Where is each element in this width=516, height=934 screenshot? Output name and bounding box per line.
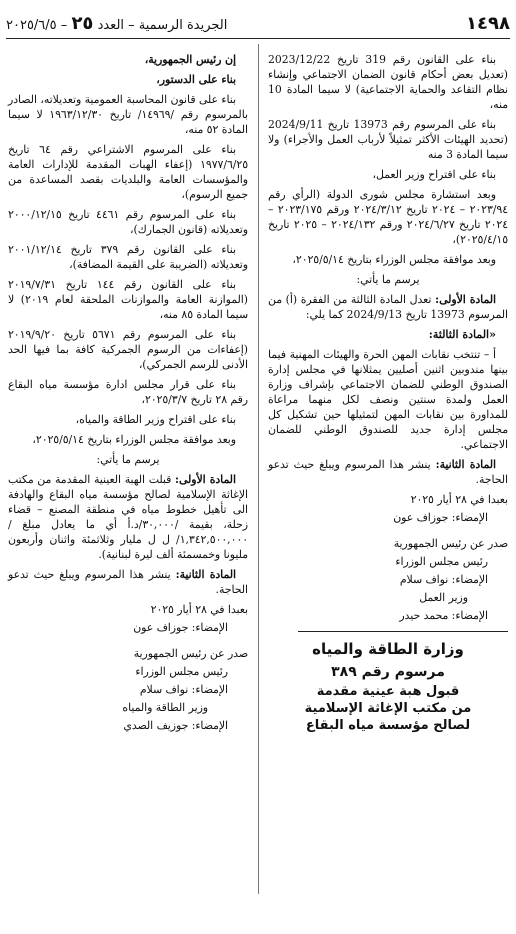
gazette-title [6, 13, 227, 34]
preamble-paragraph: بناء على قانون المحاسبة العمومية وتعديلاته، الصادر بالمرسوم رقم /١٤٩٦٩/ تاريخ ١٩٦٣/١٢/٣٠ لا سيما المادة ٥٢ منه، [7, 93, 248, 136]
ministry-heading: وزارة الطاقة والمياه [312, 640, 464, 658]
article-1-text: قبلت الهبة العينية المقدمة من مكتب الإغاثة الإسلامية لصالح مؤسسة مياه البقاع والهادفة الى تأهيل خطوط مياه في منطقة المصنع – قضاء زحلة، بقيمة /٣٠,٠٠٠/د.أ أي ما يعادل مبلغ /١,٣٤٢,٥٠٠,٠٠٠/ ل ل مليار وثلاثمئة واثنان وأربعون مليونا وخمسمئة ألف ليرة لبنانية). [8, 473, 248, 561]
article-2-text: ينشر هذا المرسوم ويبلغ حيث تدعو الحاجة. [8, 568, 248, 596]
signature-place-date: بعبدا في ٢٨ أيار ٢٠٢٥ [410, 493, 508, 506]
decrees-heading: يرسم ما يأتي: [356, 273, 420, 286]
article-1-text: تعدل المادة الثالثة من الفقرة (أ) من المرسوم 13973 تاريخ 2024/9/13 كما يلي: [268, 293, 508, 321]
signature-line: الإمضاء: محمد حيدر [399, 609, 488, 622]
preamble-paragraph: وبعد استشارة مجلس شورى الدولة (الرأي رقم ٢٠٢٣/٩٤ – ٢٠٢٤ تاريخ ٢٠٢٤/٣/١٢ ورقم ٢٠٢٣/١٧٥ – ٢٠٢٤ تاريخ ٢٠٢٤/٦/٢٧ ورقم ٢٠٢٤/١٣٢ – ٢٠٢٥ تاريخ ٢٠٢٥/٤/١٥)، [268, 188, 509, 246]
preamble-paragraph: وبعد موافقة مجلس الوزراء بتاريخ ٢٠٢٥/٥/١٤، [292, 253, 496, 266]
constitution-line: بناء على الدستور، [156, 73, 236, 86]
article-1-label: المادة الأولى: [435, 293, 496, 306]
preamble-paragraph: بناء على القانون رقم ٣٧٩ تاريخ ٢٠٠١/١٢/١٤ وتعديلاته (الضريبة على القيمة المضافة)، [8, 243, 248, 271]
signature-issued-by: صدر عن رئيس الجمهورية [133, 647, 248, 660]
preamble-paragraph: بناء على المرسوم رقم 13973 تاريخ 2024/9/11 (تحديد الهيئات الأكثر تمثيلاً لأرباب العمل والأجراء) ولا سيما المادة 3 منه [268, 118, 508, 161]
right-column [268, 52, 508, 735]
decrees-heading: يرسم ما يأتي: [96, 453, 160, 466]
signature-line: الإمضاء: جوزاف عون [393, 511, 488, 524]
signature-issued-by: صدر عن رئيس الجمهورية [393, 537, 508, 550]
article-2 [8, 567, 248, 597]
issue-date: – ٢٠٢٥/٦/٥ [6, 17, 68, 33]
preamble-paragraph: بناء على القانون رقم 319 تاريخ 2023/12/22 (تعديل بعض أحكام قانون الضمان الاجتماعي وإنشاء نظام التقاعد والحماية الاجتماعية) لا سيما المادة 10 منه، [268, 53, 508, 111]
signature-role: وزير العمل [419, 591, 468, 604]
article-1 [268, 292, 508, 322]
decree-title-line: لصالح مؤسسة مياه البقاع [305, 718, 471, 733]
article-1 [8, 472, 248, 562]
signature-line: الإمضاء: جوزاف عون [133, 621, 228, 634]
preamble-paragraph: بناء على اقتراح وزير العمل، [372, 168, 496, 181]
signature-line: الإمضاء: نواف سلام [399, 573, 488, 586]
signature-role: رئيس مجلس الوزراء [395, 555, 488, 568]
preamble-paragraph: بناء على المرسوم رقم ٤٤٦١ تاريخ ٢٠٠٠/١٢/١٥ وتعديلاته (قانون الجمارك)، [8, 208, 248, 236]
article-3-heading: «المادة الثالثة: [428, 328, 496, 341]
column-divider [258, 44, 259, 894]
signature-line: الإمضاء: جوزيف الصدي [123, 719, 228, 732]
article-2 [268, 457, 508, 487]
decree-number: مرسوم رقم ٣٨٩ [331, 664, 445, 680]
article-2-text: ينشر هذا المرسوم ويبلغ حيث تدعو الحاجة. [268, 458, 508, 486]
article-1-label: المادة الأولى: [175, 473, 236, 486]
preamble-paragraph: وبعد موافقة مجلس الوزراء بتاريخ ٢٠٢٥/٥/١٤، [32, 433, 236, 446]
article-3-text: أ – تنتخب نقابات المهن الحرة والهيئات المهنية فيما بينها مندوبين اثنين أصليين يمثلانها في مجلس إدارة الصندوق الوطني للضمان الاجتماعي بإشراف وزارة العمل ولمدة سنتين ونصف لكل منهما مراعاة للمداورة بين نقابات المهن لتمثيلها حين تشكيل كل مجلس إدارة جديد للصندوق الوطني للضمان الاجتماعي. [268, 348, 508, 451]
section-separator [298, 631, 508, 632]
gazette-name: الجريدة الرسمية – العدد [97, 17, 228, 33]
decree-title-line: من مكتب الإغاثة الإسلامية [304, 701, 472, 716]
signature-place-date: بعبدا في ٢٨ أيار ٢٠٢٥ [150, 603, 248, 616]
signature-role: رئيس مجلس الوزراء [135, 665, 228, 678]
preamble-paragraph: بناء على المرسوم الاشتراعي رقم ٦٤ تاريخ ١٩٧٧/٦/٢٥ (إعفاء الهبات المقدمة للإدارات العامة والمؤسسات العامة والبلديات بقصد المساعدة من جميع الرسوم)، [8, 143, 248, 201]
page-number: ١٤٩٨ [466, 12, 510, 34]
article-2-label: المادة الثانية: [435, 458, 497, 471]
signature-role: وزير الطاقة والمياه [122, 701, 208, 714]
intro-line: إن رئيس الجمهورية، [144, 53, 236, 66]
signature-line: الإمضاء: نواف سلام [139, 683, 228, 696]
article-2-label: المادة الثانية: [175, 568, 237, 581]
preamble-paragraph: بناء على القانون رقم ١٤٤ تاريخ ٢٠١٩/٧/٣١ (الموازنة العامة والموازنات الملحقة لعام ٢٠١٩) لا سيما المادة ٨٥ منه، [8, 278, 248, 321]
preamble-paragraph: بناء على المرسوم رقم ٥٦٧١ تاريخ ٢٠١٩/٩/٢٠ (إعفاءات من الرسوم الجمركية كافة بما فيها الحد الأدنى للرسم الجمركي)، [8, 328, 248, 371]
decree-title-line: قبول هبة عينية مقدمة [316, 684, 460, 699]
issue-number: ٢٥ [71, 12, 94, 34]
preamble-paragraph: بناء على اقتراح وزير الطاقة والمياه، [75, 413, 236, 426]
preamble-paragraph: بناء على قرار مجلس ادارة مؤسسة مياه البقاع رقم ٢٨ تاريخ ٢٠٢٥/٣/٧، [8, 378, 248, 406]
page-header [6, 8, 510, 39]
left-column [8, 52, 248, 736]
